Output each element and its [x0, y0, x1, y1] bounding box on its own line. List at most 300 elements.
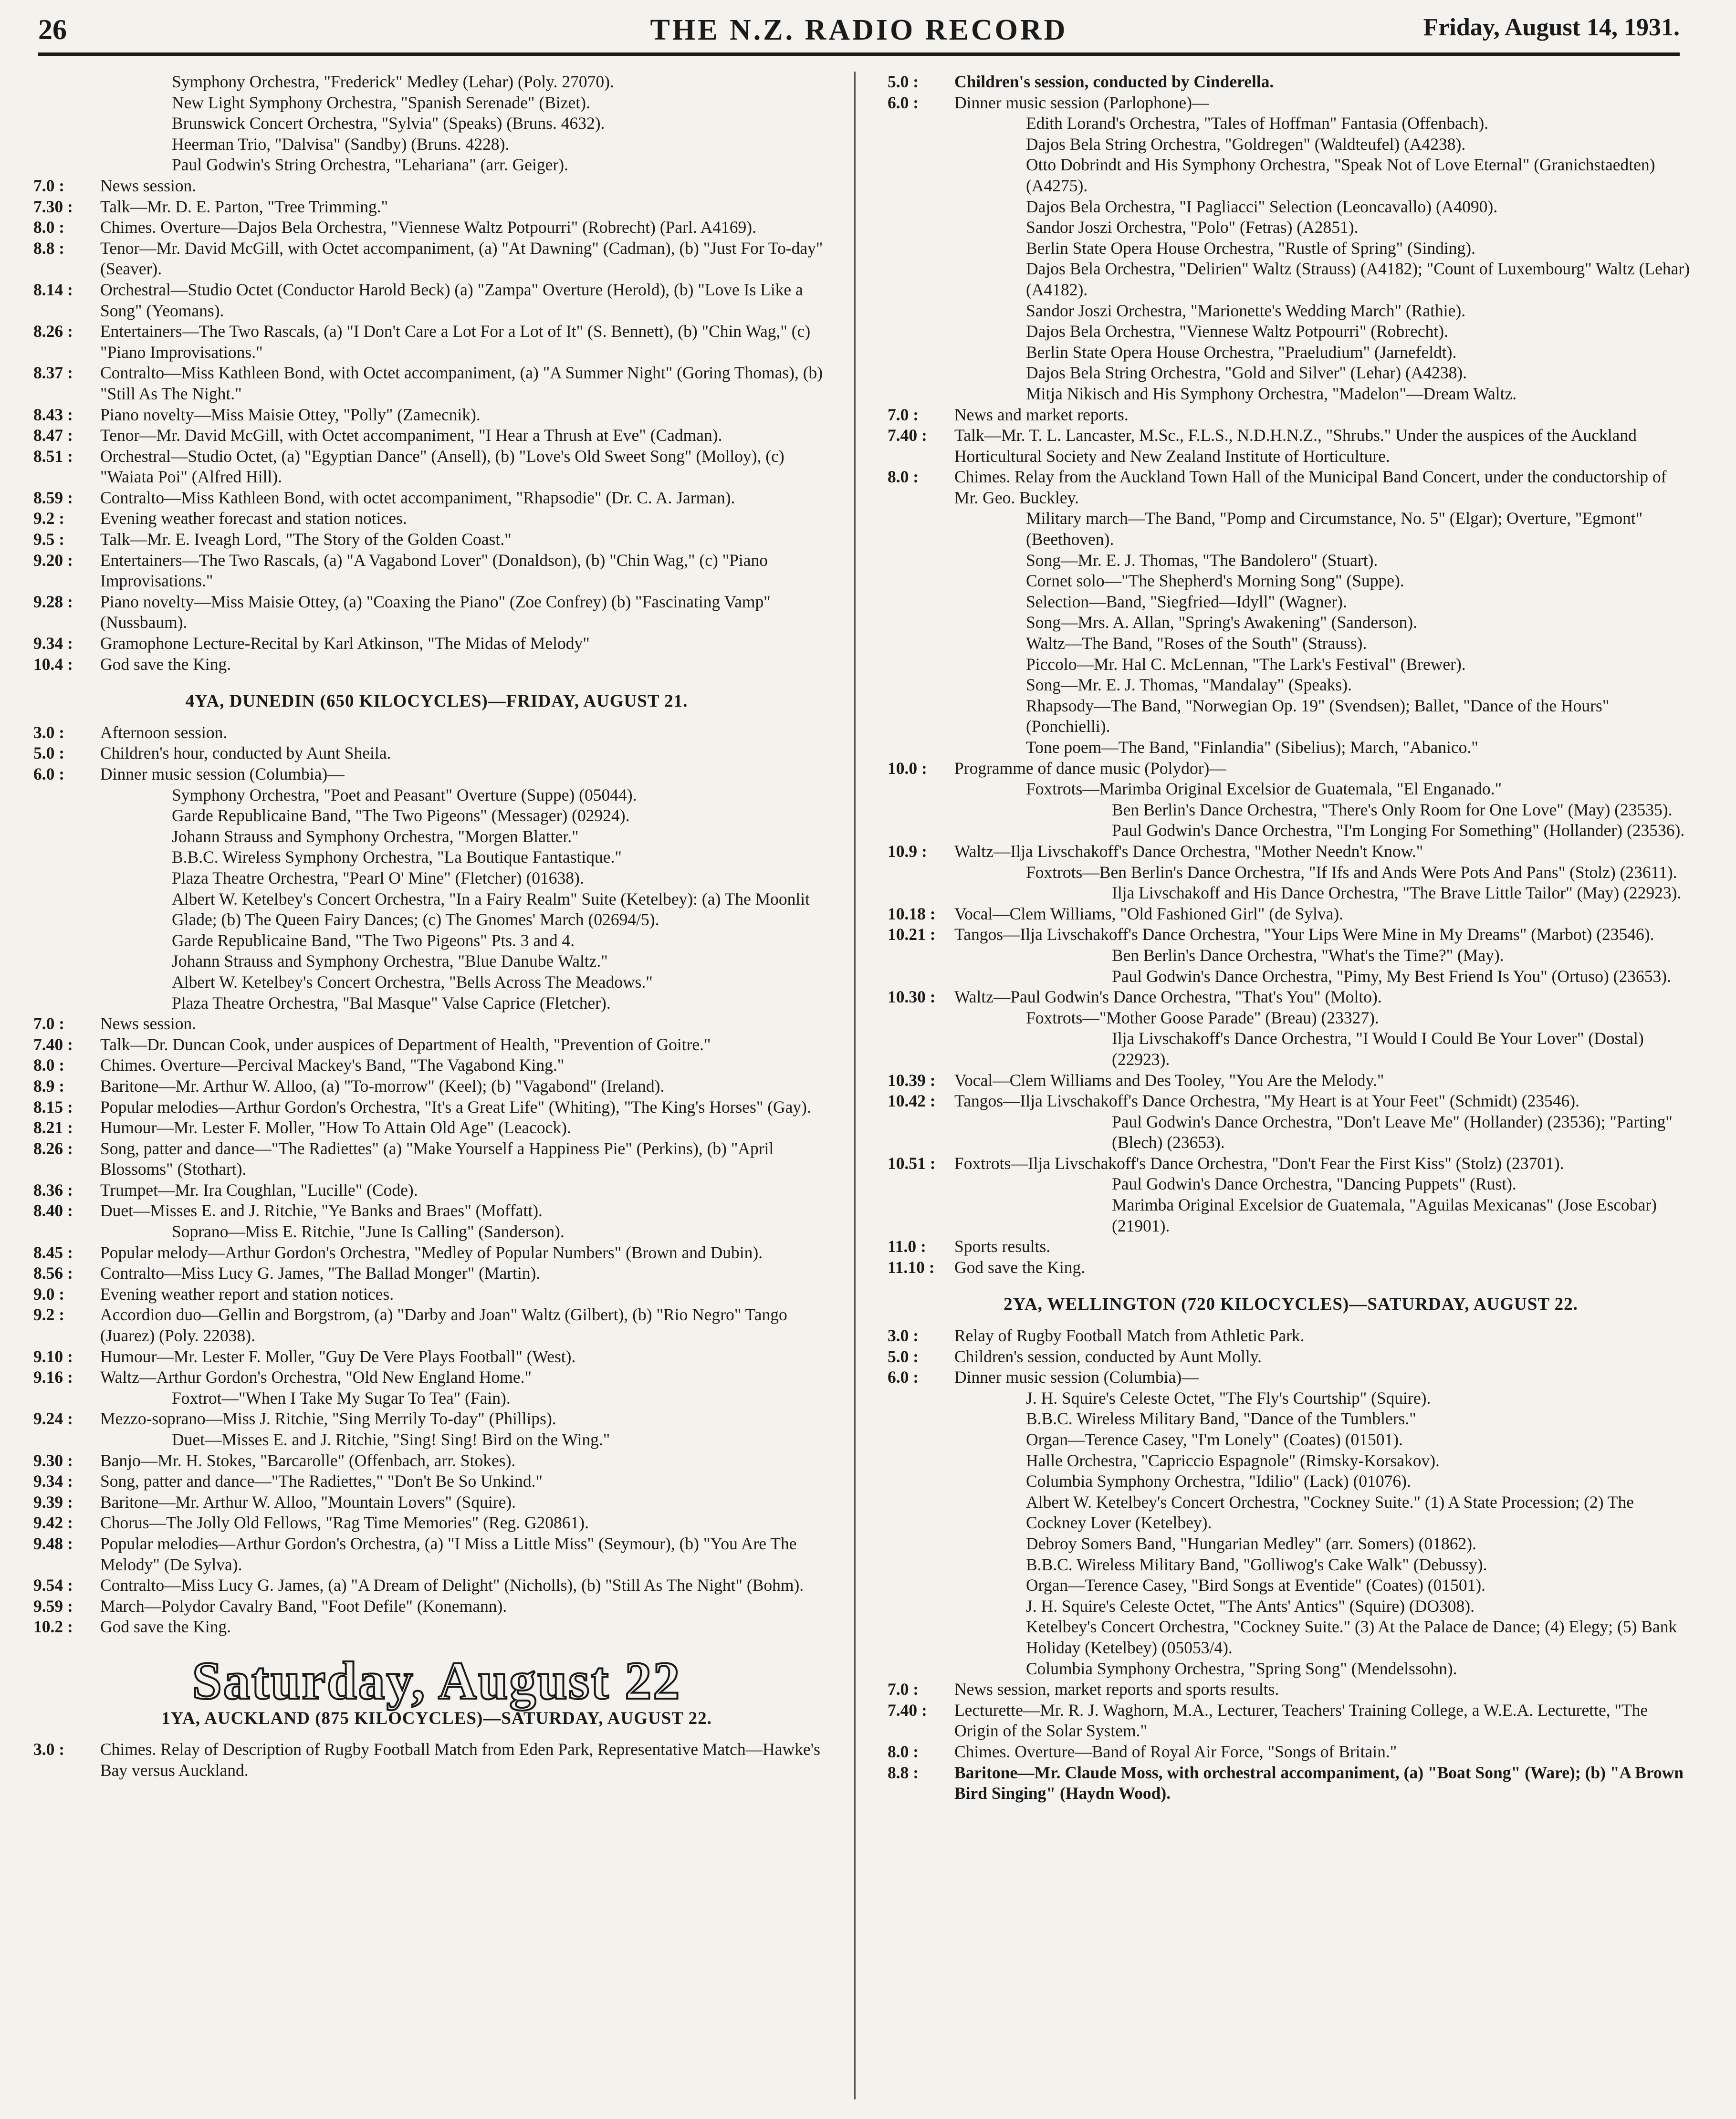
programme-entry [888, 612, 1694, 633]
programme-entry [33, 1388, 840, 1409]
programme-entry [33, 446, 840, 488]
entry-text: Brunswick Concert Orchestra, "Sylvia" (Speaks) (Bruns. 4632). [172, 114, 605, 133]
programme-entry [888, 675, 1694, 696]
entry-text: Ketelbey's Concert Orchestra, "Cockney Suite." (3) At the Palace de Dance; (4) Elegy; (5) Bank Holiday (Ketelbey) (05053/4). [1026, 1617, 1677, 1657]
entry-time: 8.0 : [33, 217, 100, 238]
programme-entry [33, 1471, 840, 1492]
entry-time: 8.51 : [33, 446, 100, 467]
programme-entry [33, 1492, 840, 1513]
entry-text: Children's session, conducted by Aunt Molly. [954, 1347, 1262, 1366]
entry-text: Berlin State Opera House Orchestra, "Praeludium" (Jarnefeldt). [1026, 342, 1457, 362]
entry-time: 6.0 : [888, 93, 954, 114]
programme-entry [888, 633, 1694, 654]
programme-entry [33, 1242, 840, 1263]
programme-entry [888, 217, 1694, 238]
entry-time: 6.0 : [888, 1367, 954, 1388]
entry-text: Orchestral—Studio Octet, (a) "Egyptian Dance" (Ansell), (b) "Love's Old Sweet Song" (Molloy), (c) "Waiata Poi" (Alfred Hill). [100, 446, 784, 487]
entry-time: 7.0 : [33, 176, 100, 197]
entry-text: Tangos—Ilja Livschakoff's Dance Orchestra, "Your Lips Were Mine in My Dreams" (Marbot) (23546). [954, 925, 1654, 944]
programme-entry [888, 800, 1694, 821]
entry-text: Dajos Bela Orchestra, "Delirien" Waltz (Strauss) (A4182); "Count of Luxembourg" Waltz (Lehar) (A4182). [1026, 259, 1690, 299]
entry-text: God save the King. [100, 654, 231, 674]
entry-text: Dinner music session (Columbia)— [954, 1367, 1199, 1387]
entry-text: Waltz—Arthur Gordon's Orchestra, "Old New England Home." [100, 1367, 532, 1387]
entry-text: Chorus—The Jolly Old Fellows, "Rag Time Memories" (Reg. G20861). [100, 1513, 589, 1533]
entry-text: Paul Godwin's Dance Orchestra, "Pimy, My Best Friend Is You" (Ortuso) (23653). [1112, 966, 1671, 986]
entry-time: 9.39 : [33, 1492, 100, 1513]
programme-entry [888, 592, 1694, 613]
entry-time: 7.40 : [888, 1700, 954, 1721]
entry-text: Plaza Theatre Orchestra, "Pearl O' Mine" (Fletcher) (01638). [172, 868, 584, 887]
programme-entry [888, 1028, 1694, 1070]
entry-time: 7.40 : [33, 1034, 100, 1055]
entry-text: Talk—Mr. T. L. Lancaster, M.Sc., F.L.S., N.D.H.N.Z., "Shrubs." Under the auspices of the Auckland Horticultural Society and New Zealand Institute of Horticulture. [954, 426, 1637, 466]
entry-time: 8.59 : [33, 488, 100, 509]
entry-text: Mitja Nikisch and His Symphony Orchestra, "Madelon"—Dream Waltz. [1026, 384, 1517, 403]
entry-time: 3.0 : [888, 1326, 954, 1347]
station-heading: 2YA, WELLINGTON (720 KILOCYCLES)—SATURDAY, AUGUST 22. [1004, 1294, 1578, 1315]
entry-time: 9.2 : [33, 1305, 100, 1326]
programme-entry [888, 571, 1694, 592]
programme-entry [33, 280, 840, 321]
entry-time: 8.21 : [33, 1117, 100, 1138]
entry-text: Dinner music session (Parlophone)— [954, 93, 1209, 112]
programme-entry [888, 1679, 1694, 1700]
column-divider [854, 72, 856, 2099]
programme-entry [33, 805, 840, 826]
entry-time: 8.26 : [33, 1138, 100, 1159]
entry-text: Contralto—Miss Lucy G. James, (a) "A Dream of Delight" (Nicholls), (b) "Still As The Night" (Bohm). [100, 1576, 804, 1595]
programme-entry [888, 301, 1694, 322]
entry-time: 11.0 : [888, 1236, 954, 1257]
programme-entry [888, 1409, 1694, 1430]
entry-time: 9.0 : [33, 1284, 100, 1305]
entry-text: Paul Godwin's Dance Orchestra, "Don't Leave Me" (Hollander) (23536); "Parting" (Blech) (23653). [1112, 1112, 1673, 1152]
programme-entry [888, 1555, 1694, 1576]
entry-text: Columbia Symphony Orchestra, "Idilio" (Lack) (01076). [1026, 1472, 1411, 1491]
programme-entry [888, 113, 1694, 134]
entry-text: Banjo—Mr. H. Stokes, "Barcarolle" (Offenbach, arr. Stokes). [100, 1451, 516, 1470]
entry-time: 5.0 : [888, 1347, 954, 1367]
programme-entry [33, 722, 840, 743]
entry-text: Evening weather forecast and station notices. [100, 509, 407, 528]
programme-entry [33, 1055, 840, 1076]
programme-entry [33, 529, 840, 550]
entry-time: 7.40 : [888, 425, 954, 446]
entry-time: 9.16 : [33, 1367, 100, 1388]
entry-text: Waltz—The Band, "Roses of the South" (Strauss). [1026, 634, 1367, 653]
entry-text: Humour—Mr. Lester F. Moller, "Guy De Vere Plays Football" (West). [100, 1347, 576, 1366]
programme-entry [33, 1097, 840, 1118]
entry-time: 8.14 : [33, 280, 100, 301]
entry-time: 8.47 : [33, 425, 100, 446]
entry-text: Relay of Rugby Football Match from Athletic Park. [954, 1326, 1305, 1346]
paper-title: THE N.Z. RADIO RECORD [650, 14, 1068, 46]
programme-entry [888, 1153, 1694, 1174]
station-heading: 4YA, DUNEDIN (650 KILOCYCLES)—FRIDAY, AUGUST 21. [185, 691, 688, 711]
entry-text: Rhapsody—The Band, "Norwegian Op. 19" (Svendsen); Ballet, "Dance of the Hours" (Ponchielli). [1026, 696, 1610, 736]
entry-text: Afternoon session. [100, 722, 228, 742]
programme-entry [888, 1471, 1694, 1492]
programme-entry [33, 1451, 840, 1472]
entry-time: 10.4 : [33, 654, 100, 675]
page-number: 26 [38, 14, 67, 45]
programme-entry [33, 1138, 840, 1180]
programme-entry [33, 321, 840, 363]
programme-entry [888, 1575, 1694, 1596]
programme-entry [33, 238, 840, 280]
programme-entry [888, 1659, 1694, 1680]
entry-time: 9.28 : [33, 592, 100, 613]
entry-text: Sandor Joszi Orchestra, "Marionette's Wedding March" (Rathie). [1026, 301, 1466, 320]
programme-entry [888, 945, 1694, 966]
entry-text: Dajos Bela String Orchestra, "Gold and Silver" (Lehar) (A4238). [1026, 363, 1467, 383]
entry-text: Otto Dobrindt and His Symphony Orchestra, "Speak Not of Love Eternal" (Granichstaedten) (A4275). [1026, 155, 1655, 195]
entry-time: 10.21 : [888, 924, 954, 945]
entry-text: Piccolo—Mr. Hal C. McLennan, "The Lark's Festival" (Brewer). [1026, 654, 1466, 674]
programme-entry [888, 779, 1694, 800]
entry-time: 8.56 : [33, 1263, 100, 1284]
programme-entry [33, 993, 840, 1014]
entry-text: Debroy Somers Band, "Hungarian Medley" (arr. Somers) (01862). [1026, 1534, 1476, 1553]
programme-entry [33, 592, 840, 633]
entry-time: 7.0 : [33, 1013, 100, 1034]
entry-text: Waltz—Ilja Livschakoff's Dance Orchestra, "Mother Needn't Know." [954, 841, 1423, 861]
entry-text: Cornet solo—"The Shepherd's Morning Song" (Suppe). [1026, 571, 1404, 591]
programme-entry [33, 1013, 840, 1034]
entry-text: Talk—Mr. D. E. Parton, "Tree Trimming." [100, 197, 388, 216]
entry-text: Talk—Mr. E. Iveagh Lord, "The Story of the Golden Coast." [100, 530, 512, 549]
programme-entry [33, 113, 840, 134]
programme-entry [888, 1763, 1694, 1804]
entry-text: Dajos Bela Orchestra, "Viennese Waltz Potpourri" (Robrecht). [1026, 322, 1448, 341]
programme-entry [888, 1326, 1694, 1347]
entry-text: B.B.C. Wireless Military Band, "Golliwog's Cake Walk" (Debussy). [1026, 1555, 1487, 1574]
entry-time: 8.45 : [33, 1242, 100, 1263]
programme-entry [888, 1070, 1694, 1091]
entry-text: Sports results. [954, 1237, 1051, 1256]
entry-text: Columbia Symphony Orchestra, "Spring Song" (Mendelssohn). [1026, 1659, 1457, 1678]
programme-entry [888, 155, 1694, 196]
entry-time: 7.0 : [888, 1679, 954, 1700]
entry-text: News session, market reports and sports results. [954, 1680, 1279, 1699]
entry-text: Humour—Mr. Lester F. Moller, "How To Attain Old Age" (Leacock). [100, 1118, 571, 1138]
entry-time: 9.30 : [33, 1451, 100, 1472]
entry-text: Foxtrots—Ben Berlin's Dance Orchestra, "If Ifs and Ands Were Pots And Pans" (Stolz) (23611). [1026, 862, 1677, 882]
entry-time: 8.36 : [33, 1180, 100, 1201]
programme-entry [33, 197, 840, 218]
entry-text: Johann Strauss and Symphony Orchestra, "Blue Danube Waltz." [172, 951, 608, 971]
programme-entry [888, 841, 1694, 862]
programme-entry [888, 862, 1694, 883]
masthead [38, 10, 1680, 56]
entry-time: 8.9 : [33, 1076, 100, 1097]
programme-entry [888, 1596, 1694, 1617]
entry-text: Garde Republicaine Band, "The Two Pigeons" (Messager) (02924). [172, 806, 630, 825]
entry-text: Tangos—Ilja Livschakoff's Dance Orchestra, "My Heart is at Your Feet" (Schmidt) (23546). [954, 1091, 1579, 1111]
entry-text: Popular melodies—Arthur Gordon's Orchestra, "It's a Great Life" (Whiting), "The King's Horses" (Gay). [100, 1097, 811, 1117]
programme-entry [33, 972, 840, 993]
entry-text: Organ—Terence Casey, "I'm Lonely" (Coates) (01501). [1026, 1430, 1403, 1449]
entry-time: 10.0 : [888, 758, 954, 779]
entry-text: Berlin State Opera House Orchestra, "Rustle of Spring" (Sinding). [1026, 238, 1475, 258]
entry-text: Popular melody—Arthur Gordon's Orchestra, "Medley of Popular Numbers" (Brown and Dubin). [100, 1242, 763, 1262]
entry-text: Song—Mr. E. J. Thomas, "The Bandolero" (Stuart). [1026, 550, 1378, 570]
entry-text: Symphony Orchestra, "Poet and Peasant" Overture (Suppe) (05044). [172, 785, 637, 804]
entry-text: Ben Berlin's Dance Orchestra, "What's the Time?" (May). [1112, 945, 1504, 965]
entry-text: Military march—The Band, "Pomp and Circumstance, No. 5" (Elgar); Overture, "Egmont" (Beethoven). [1026, 509, 1643, 549]
entry-text: Gramophone Lecture-Recital by Karl Atkinson, "The Midas of Melody" [100, 634, 590, 653]
entry-time: 9.24 : [33, 1409, 100, 1430]
programme-entry [33, 1367, 840, 1388]
programme-entry [33, 72, 840, 93]
entry-time: 10.18 : [888, 904, 954, 925]
entry-text: Chimes. Overture—Band of Royal Air Force, "Songs of Britain." [954, 1742, 1397, 1761]
entry-text: Sandor Joszi Orchestra, "Polo" (Fetras) (A2851). [1026, 218, 1359, 237]
programme-entry [888, 1347, 1694, 1367]
entry-text: Johann Strauss and Symphony Orchestra, "Morgen Blatter." [172, 826, 579, 846]
programme-entry [33, 176, 840, 197]
entry-time: 9.2 : [33, 508, 100, 529]
programme-entry [33, 1200, 840, 1221]
programme-entry [33, 1305, 840, 1346]
entry-text: Vocal—Clem Williams and Des Tooley, "You Are the Melody." [954, 1070, 1384, 1090]
entry-text: Orchestral—Studio Octet (Conductor Harold Beck) (a) "Zampa" Overture (Herold), (b) "Love Is Like a Song" (Yeomans). [100, 280, 803, 320]
programme-entry [888, 1388, 1694, 1409]
entry-text: Tenor—Mr. David McGill, with Octet accompaniment, (a) "At Dawning" (Cadman), (b) "Just For To-day" (Seaver). [100, 238, 823, 279]
entry-text: B.B.C. Wireless Symphony Orchestra, "La Boutique Fantastique." [172, 847, 622, 867]
entry-text: Paul Godwin's Dance Orchestra, "I'm Longing For Something" (Hollander) (23536). [1112, 821, 1685, 840]
programme-entry [33, 826, 840, 847]
programme-entry [888, 1742, 1694, 1763]
entry-text: Ilja Livschakoff's Dance Orchestra, "I Would I Could Be Your Lover" (Dostal) (22923). [1112, 1029, 1644, 1069]
entry-text: Piano novelty—Miss Maisie Ottey, "Polly" (Zamecnik). [100, 405, 481, 424]
programme-entry [33, 868, 840, 889]
programme-entry [888, 1492, 1694, 1534]
programme-entry [33, 488, 840, 509]
programme-entry [888, 197, 1694, 218]
entry-time: 10.42 : [888, 1091, 954, 1112]
programme-entry [888, 259, 1694, 300]
programme-entry [33, 425, 840, 446]
programme-entry [33, 1534, 840, 1575]
entry-text: Waltz—Paul Godwin's Dance Orchestra, "That's You" (Molto). [954, 987, 1382, 1007]
entry-text: Paul Godwin's String Orchestra, "Lehariana" (arr. Geiger). [172, 155, 568, 175]
programme-entry [33, 785, 840, 806]
entry-text: Organ—Terence Casey, "Bird Songs at Eventide" (Coates) (01501). [1026, 1576, 1486, 1595]
programme-entry [33, 155, 840, 176]
programme-entry [33, 550, 840, 592]
entry-text: News and market reports. [954, 405, 1129, 424]
entry-text: Paul Godwin's Dance Orchestra, "Dancing Puppets" (Rust). [1112, 1174, 1516, 1194]
programme-entry [888, 883, 1694, 904]
entry-time: 9.20 : [33, 550, 100, 571]
programme-entry [33, 93, 840, 114]
programme-entry [888, 737, 1694, 758]
entry-time: 8.0 : [888, 467, 954, 488]
entry-time: 8.8 : [33, 238, 100, 259]
entry-text: Foxtrots—"Mother Goose Parade" (Breau) (23327). [1026, 1008, 1379, 1027]
entry-text: Duet—Misses E. and J. Ritchie, "Sing! Sing! Bird on the Wing." [172, 1430, 610, 1449]
programme-entry [888, 384, 1694, 405]
entry-text: Halle Orchestra, "Capriccio Espagnole" (Rimsky-Korsakov). [1026, 1451, 1440, 1470]
programme-entry [33, 363, 840, 404]
programme-entry [33, 889, 840, 930]
programme-entry [888, 1451, 1694, 1472]
entry-time: 7.30 : [33, 197, 100, 218]
entry-text: Chimes. Relay of Description of Rugby Football Match from Eden Park, Representative Match—Hawke's Bay versus Auckland. [100, 1740, 820, 1780]
entry-text: Contralto—Miss Lucy G. James, "The Ballad Monger" (Martin). [100, 1263, 541, 1283]
programme-entry [33, 633, 840, 654]
entry-text: Albert W. Ketelbey's Concert Orchestra, "Bells Across The Meadows." [172, 972, 653, 992]
left-column [33, 72, 840, 1781]
entry-text: Edith Lorand's Orchestra, "Tales of Hoffman" Fantasia (Offenbach). [1026, 114, 1489, 133]
programme-entry [33, 1409, 840, 1430]
entry-time: 11.10 : [888, 1257, 954, 1278]
entry-text: Foxtrots—Ilja Livschakoff's Dance Orchestra, "Don't Fear the First Kiss" (Stolz) (23701). [954, 1153, 1564, 1173]
programme-entry [33, 1596, 840, 1617]
programme-entry [888, 1534, 1694, 1555]
programme-entry [33, 1034, 840, 1055]
programme-entry [33, 1739, 840, 1781]
entry-text: Baritone—Mr. Arthur W. Alloo, "Mountain Lovers" (Squire). [100, 1492, 516, 1512]
entry-text: God save the King. [954, 1257, 1086, 1277]
entry-text: Song—Mrs. A. Allan, "Spring's Awakening" (Sanderson). [1026, 613, 1418, 632]
programme-entry [888, 550, 1694, 571]
entry-time: 9.34 : [33, 633, 100, 654]
entry-text: Entertainers—The Two Rascals, (a) "I Don't Care a Lot For a Lot of It" (S. Bennett), (b) "Chin Wag," (c) "Piano Improvisations." [100, 322, 811, 362]
entry-text: Accordion duo—Gellin and Borgstrom, (a) "Darby and Joan" Waltz (Gilbert), (b) "Rio Negro" Tango (Juarez) (Poly. 22038). [100, 1305, 787, 1346]
entry-text: B.B.C. Wireless Military Band, "Dance of the Tumblers." [1026, 1409, 1416, 1429]
entry-text: J. H. Squire's Celeste Octet, "The Fly's Courtship" (Squire). [1026, 1388, 1431, 1408]
entry-text: Dajos Bela Orchestra, "I Pagliacci" Selection (Leoncavallo) (A4090). [1026, 197, 1498, 216]
entry-time: 9.59 : [33, 1596, 100, 1617]
day-banner: Saturday, August 22 [192, 1651, 681, 1711]
entry-text: Piano novelty—Miss Maisie Ottey, (a) "Coaxing the Piano" (Zoe Confrey) (b) "Fascinating Vamp" (Nussbaum). [100, 592, 771, 632]
entry-time: 9.42 : [33, 1513, 100, 1534]
entry-text: Children's hour, conducted by Aunt Sheila. [100, 743, 391, 763]
entry-text: Mezzo-soprano—Miss J. Ritchie, "Sing Merrily To-day" (Phillips). [100, 1409, 556, 1429]
programme-entry [33, 951, 840, 972]
entry-text: Foxtrots—Marimba Original Excelsior de Guatemala, "El Enganado." [1026, 779, 1502, 799]
entry-text: Dajos Bela String Orchestra, "Goldregen" (Waldteufel) (A4238). [1026, 134, 1466, 154]
entry-time: 9.10 : [33, 1347, 100, 1367]
entry-time: 7.0 : [888, 405, 954, 426]
programme-entry [33, 508, 840, 529]
entry-time: 9.34 : [33, 1471, 100, 1492]
entry-text: Song—Mr. E. J. Thomas, "Mandalay" (Speaks). [1026, 675, 1352, 695]
entry-text: Trumpet—Mr. Ira Coughlan, "Lucille" (Code). [100, 1180, 418, 1200]
programme-entry [33, 847, 840, 868]
programme-entry [888, 1174, 1694, 1195]
programme-entry [888, 1430, 1694, 1451]
programme-entry [33, 930, 840, 951]
programme-entry [888, 1367, 1694, 1388]
programme-entry [33, 1284, 840, 1305]
entry-time: 8.0 : [888, 1742, 954, 1763]
entry-text: Albert W. Ketelbey's Concert Orchestra, "Cockney Suite." (1) A State Procession; (2) The Cockney Lover (Ketelbey). [1026, 1492, 1634, 1533]
programme-entry [888, 654, 1694, 675]
entry-time: 10.2 : [33, 1617, 100, 1638]
entry-time: 9.48 : [33, 1534, 100, 1555]
programme-entry [888, 1236, 1694, 1257]
programme-entry [888, 1700, 1694, 1742]
programme-entry [33, 1117, 840, 1138]
programme-entry [888, 238, 1694, 259]
entry-text: Vocal—Clem Williams, "Old Fashioned Girl" (de Sylva). [954, 904, 1344, 923]
entry-time: 10.30 : [888, 987, 954, 1008]
entry-text: Lecturette—Mr. R. J. Waghorn, M.A., Lecturer, Teachers' Training College, a W.E.A. Lecturette, "The Origin of the Solar System." [954, 1700, 1648, 1741]
entry-text: Soprano—Miss E. Ritchie, "June Is Calling" (Sanderson). [172, 1222, 565, 1242]
issue-date: Friday, August 14, 1931. [1423, 14, 1680, 41]
programme-entry [888, 758, 1694, 779]
entry-text: News session. [100, 176, 197, 195]
programme-entry [888, 966, 1694, 987]
programme-entry [33, 1513, 840, 1534]
entry-time: 8.0 : [33, 1055, 100, 1076]
entry-text: Ben Berlin's Dance Orchestra, "There's Only Room for One Love" (May) (23535). [1112, 800, 1673, 819]
entry-text: Contralto—Miss Kathleen Bond, with octet accompaniment, "Rhapsodie" (Dr. C. A. Jarman). [100, 488, 735, 507]
entry-text: Children's session, conducted by Cinderella. [954, 72, 1274, 91]
entry-time: 8.40 : [33, 1200, 100, 1221]
entry-text: News session. [100, 1014, 197, 1033]
entry-text: Popular melodies—Arthur Gordon's Orchestra, (a) "I Miss a Little Miss" (Seymour), (b) "You Are The Melody" (De Sylva). [100, 1534, 797, 1574]
entry-time: 8.8 : [888, 1763, 954, 1784]
programme-entry [33, 1430, 840, 1451]
programme-entry [888, 1257, 1694, 1278]
programme-entry [888, 93, 1694, 114]
entry-text: Baritone—Mr. Claude Moss, with orchestral accompaniment, (a) "Boat Song" (Ware); (b) "A Brown Bird Singing" (Haydn Wood). [954, 1763, 1684, 1803]
entry-time: 6.0 : [33, 764, 100, 785]
programme-entry [33, 743, 840, 764]
programme-entry [888, 134, 1694, 155]
programme-entry [33, 1221, 840, 1242]
programme-entry [888, 1091, 1694, 1112]
entry-time: 8.43 : [33, 405, 100, 426]
programme-entry [33, 1617, 840, 1638]
programme-entry [888, 904, 1694, 925]
entry-text: J. H. Squire's Celeste Octet, "The Ants' Antics" (Squire) (DO308). [1026, 1596, 1475, 1616]
programme-entry [33, 1575, 840, 1596]
entry-time: 8.26 : [33, 321, 100, 342]
programme-entry [33, 1263, 840, 1284]
programme-entry [888, 363, 1694, 384]
entry-text: Foxtrot—"When I Take My Sugar To Tea" (Fain). [172, 1388, 511, 1408]
entry-time: 5.0 : [33, 743, 100, 764]
entry-text: Albert W. Ketelbey's Concert Orchestra, "In a Fairy Realm" Suite (Ketelbey): (a) The Moonlit Glade; (b) The Queen Fairy Dances; (c) The Gnomes' March (02694/5). [172, 889, 810, 929]
programme-entry [888, 924, 1694, 945]
entry-text: Baritone—Mr. Arthur W. Alloo, (a) "To-morrow" (Keel); (b) "Vagabond" (Ireland). [100, 1076, 665, 1096]
entry-time: 10.39 : [888, 1070, 954, 1091]
entry-time: 9.54 : [33, 1575, 100, 1596]
entry-text: New Light Symphony Orchestra, "Spanish Serenade" (Bizet). [172, 93, 590, 112]
entry-time: 9.5 : [33, 529, 100, 550]
entry-time: 3.0 : [33, 1739, 100, 1760]
entry-text: Plaza Theatre Orchestra, "Bal Masque" Valse Caprice (Fletcher). [172, 993, 611, 1013]
entry-text: God save the King. [100, 1617, 231, 1637]
entry-text: Garde Republicaine Band, "The Two Pigeons" Pts. 3 and 4. [172, 930, 575, 950]
entry-text: Ilja Livschakoff and His Dance Orchestra, "The Brave Little Tailor" (May) (22923). [1112, 883, 1682, 903]
entry-text: Heerman Trio, "Dalvisa" (Sandby) (Bruns. 4228). [172, 134, 510, 154]
entry-time: 10.51 : [888, 1153, 954, 1174]
entry-text: Symphony Orchestra, "Frederick" Medley (Lehar) (Poly. 27070). [172, 72, 614, 91]
entry-text: Chimes. Overture—Dajos Bela Orchestra, "Viennese Waltz Potpourri" (Robrecht) (Parl. A4169). [100, 218, 756, 237]
entry-time: 3.0 : [33, 722, 100, 743]
entry-text: Contralto—Miss Kathleen Bond, with Octet accompaniment, (a) "A Summer Night" (Goring Thomas), (b) "Still As The Night." [100, 363, 823, 403]
programme-entry [888, 1617, 1694, 1658]
entry-text: Programme of dance music (Polydor)— [954, 758, 1226, 778]
programme-entry [888, 987, 1694, 1008]
